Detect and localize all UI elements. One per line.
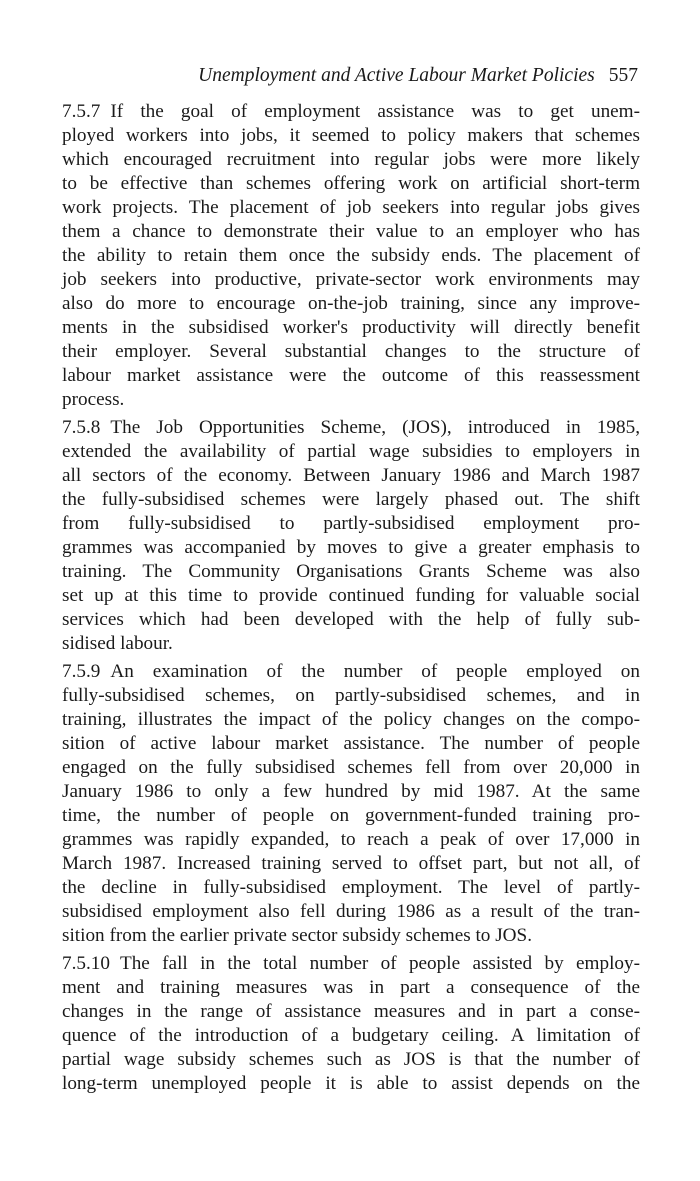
text-line: to be effective than schemes offering work on artificial short-term xyxy=(62,173,640,194)
text-line: their employer. Several substantial changes to the structure of xyxy=(62,341,640,362)
text-line: subsidised employment also fell during 1986 as a result of the tran- xyxy=(62,901,640,922)
text-line: sition from the earlier private sector subsidy schemes to JOS. xyxy=(62,925,532,946)
running-title: Unemployment and Active Labour Market Policies xyxy=(198,65,595,86)
text-line: training. The Community Organisations Grants Scheme was also xyxy=(62,561,640,582)
paragraph-7-5-10 xyxy=(62,952,640,1096)
paragraph-number: 7.5.8 xyxy=(62,417,101,438)
text-line: work projects. The placement of job seekers into regular jobs gives xyxy=(62,197,640,218)
text-line: job seekers into productive, private-sector work environments may xyxy=(62,269,640,290)
text-line: long-term unemployed people it is able to assist depends on the xyxy=(62,1073,640,1094)
paragraph-7-5-7 xyxy=(62,100,640,412)
paragraph-number: 7.5.7 xyxy=(62,101,101,122)
text-line: engaged on the fully subsidised schemes fell from over 20,000 in xyxy=(62,757,640,778)
text-line: January 1986 to only a few hundred by mid 1987. At the same xyxy=(62,781,640,802)
text-line: labour market assistance were the outcome of this reassessment xyxy=(62,365,640,386)
text-line: extended the availability of partial wage subsidies to employers in xyxy=(62,441,640,462)
text-line: 7.5.7 If the goal of employment assistance was to get unem- xyxy=(62,101,640,122)
text-line: grammes was rapidly expanded, to reach a peak of over 17,000 in xyxy=(62,829,640,850)
page-number: 557 xyxy=(608,65,638,86)
text-line: training, illustrates the impact of the policy changes on the compo- xyxy=(62,709,640,730)
text-line: from fully-subsidised to partly-subsidised employment pro- xyxy=(62,513,640,534)
text-line: grammes was accompanied by moves to give a greater emphasis to xyxy=(62,537,640,558)
text-line: 7.5.9 An examination of the number of people employed on xyxy=(62,661,640,682)
text-line: quence of the introduction of a budgetary ceiling. A limitation of xyxy=(62,1025,640,1046)
body-text xyxy=(62,100,640,1100)
text-line: services which had been developed with the help of fully sub- xyxy=(62,609,640,630)
text-line: the ability to retain them once the subsidy ends. The placement of xyxy=(62,245,640,266)
text-line: 7.5.10 The fall in the total number of people assisted by employ- xyxy=(62,953,640,974)
text-line: process. xyxy=(62,389,125,410)
paragraph-7-5-9 xyxy=(62,660,640,948)
text-line: the fully-subsidised schemes were largely phased out. The shift xyxy=(62,489,640,510)
paragraph-number: 7.5.9 xyxy=(62,661,101,682)
text-line: the decline in fully-subsidised employment. The level of partly- xyxy=(62,877,640,898)
text-line: set up at this time to provide continued funding for valuable social xyxy=(62,585,640,606)
text-line: ments in the subsidised worker's productivity will directly benefit xyxy=(62,317,640,338)
text-line: which encouraged recruitment into regular jobs were more likely xyxy=(62,149,640,170)
text-line: partial wage subsidy schemes such as JOS is that the number of xyxy=(62,1049,640,1070)
text-line: sidised labour. xyxy=(62,633,173,654)
text-line: also do more to encourage on-the-job training, since any improve- xyxy=(62,293,640,314)
text-line: all sectors of the economy. Between January 1986 and March 1987 xyxy=(62,465,640,486)
paragraph-7-5-8 xyxy=(62,416,640,656)
text-line: March 1987. Increased training served to offset part, but not all, of xyxy=(62,853,640,874)
running-header xyxy=(110,64,638,88)
text-line: changes in the range of assistance measures and in part a conse- xyxy=(62,1001,640,1022)
text-line: ment and training measures was in part a consequence of the xyxy=(62,977,640,998)
text-line: time, the number of people on government-funded training pro- xyxy=(62,805,640,826)
paragraph-number: 7.5.10 xyxy=(62,953,110,974)
text-line: 7.5.8 The Job Opportunities Scheme, (JOS), introduced in 1985, xyxy=(62,417,640,438)
text-line: fully-subsidised schemes, on partly-subsidised schemes, and in xyxy=(62,685,640,706)
text-line: them a chance to demonstrate their value to an employer who has xyxy=(62,221,640,242)
text-line: ployed workers into jobs, it seemed to policy makers that schemes xyxy=(62,125,640,146)
text-line: sition of active labour market assistance. The number of people xyxy=(62,733,640,754)
